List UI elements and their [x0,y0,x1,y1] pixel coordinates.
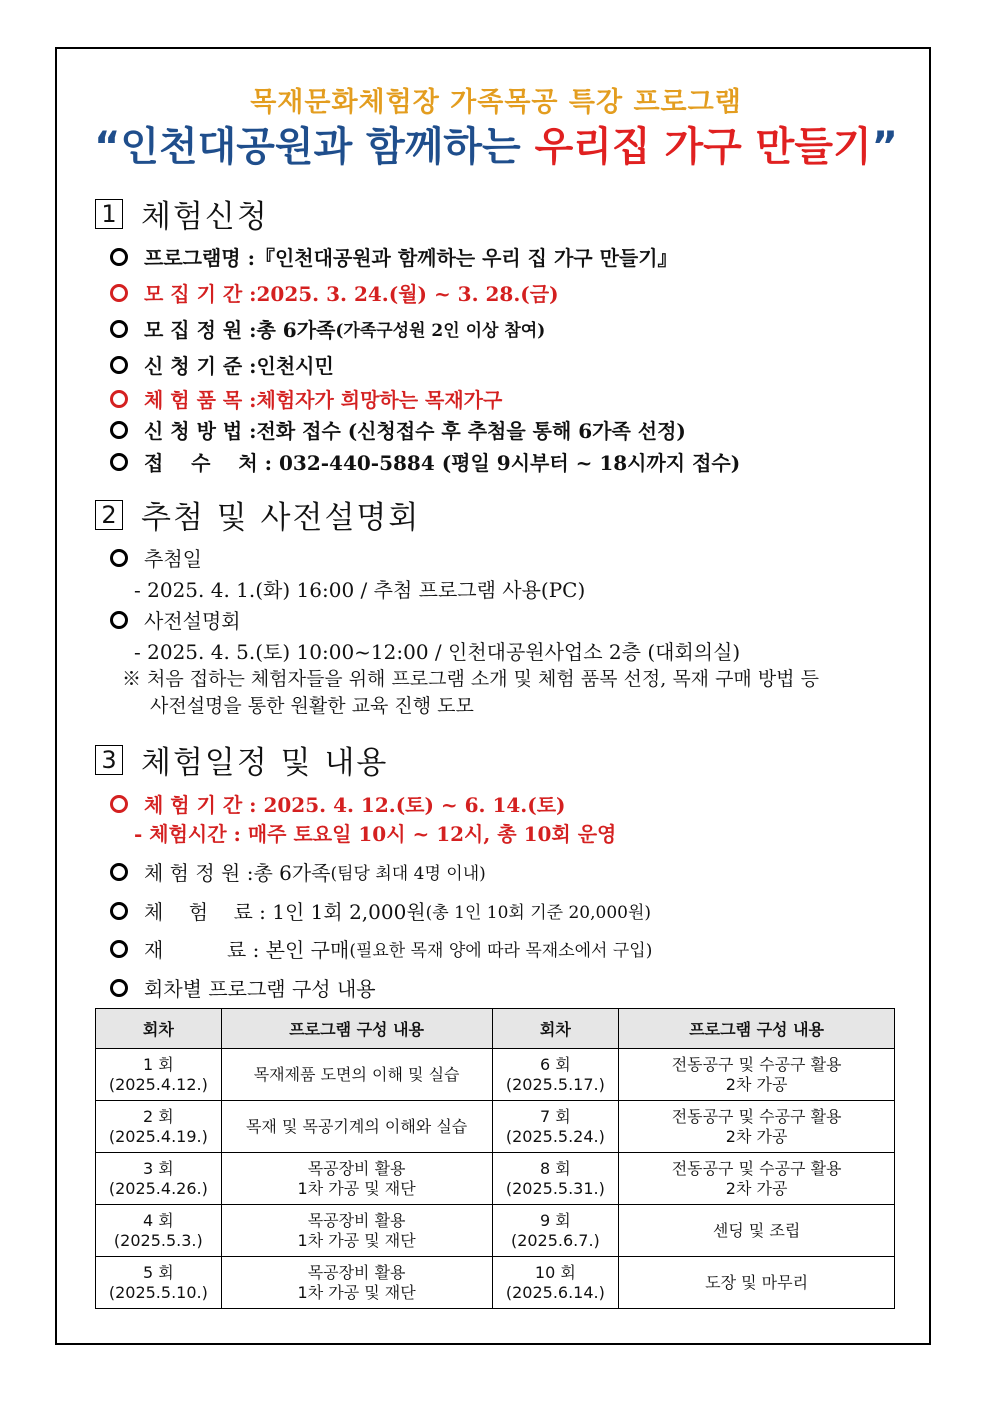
circle-bullet-icon [110,390,128,408]
line-label: 사전설명회 [144,609,241,633]
table-row [96,1257,895,1309]
line-label: 모 집 정 원 : [144,318,257,342]
circle-bullet-icon [110,979,128,997]
column-header: 프로그램 구성 내용 [221,1009,492,1049]
session-cell [96,1153,222,1205]
content-cell [619,1153,895,1205]
line-value: 2025. 3. 24.(월) ~ 3. 28.(금) [256,282,559,306]
briefing-line [110,605,241,634]
circle-bullet-icon [110,611,128,629]
table-row [96,1205,895,1257]
item-line [110,384,502,413]
session-cell [96,1101,222,1153]
content-line: 목공장비 활용 [307,1210,406,1230]
table-header-row [96,1009,895,1049]
line-value: 032-440-5884 (평일 9시부터 ~ 18시까지 접수) [278,451,741,475]
circle-bullet-icon [110,248,128,266]
line-label: 신 청 방 법 : [144,419,257,443]
main-title [0,115,992,172]
line-value: 전화 접수 (신청접수 후 추첨을 통해 6가족 선정) [256,419,686,443]
content-cell [221,1101,492,1153]
content-cell [619,1049,895,1101]
session-cell [96,1257,222,1309]
section-title: 체험신청 [141,199,269,235]
session-cell [492,1101,619,1153]
content-line: 2차 가공 [725,1178,788,1198]
contact-line [110,447,740,476]
session-cell [492,1257,619,1309]
circle-bullet-icon [110,421,128,439]
circle-bullet-icon [110,356,128,374]
line-extra: (필요한 목재 양에 따라 목재소에서 구입) [349,941,653,961]
line-value: 체 험 기 간 : 2025. 4. 12.(토) ~ 6. 14.(토) [144,793,566,817]
column-header: 프로그램 구성 내용 [619,1009,895,1049]
content-line: 전동공구 및 수공구 활용 [671,1158,842,1178]
line-label: 추첨일 [144,547,202,571]
content-line: 2차 가공 [725,1126,788,1146]
circle-bullet-icon [110,902,128,920]
content-cell [221,1257,492,1309]
section-title: 추첨 및 사전설명회 [141,500,421,536]
session-cell [492,1205,619,1257]
line-value: 총 6가족 [253,861,331,885]
schedule-table [95,1008,895,1309]
draw-date-detail: - 2025. 4. 1.(화) 16:00 / 추첨 프로그램 사용(PC) [134,578,586,602]
main-title-open: “인천대공원과 함께하는 [94,124,535,170]
content-line: 목재 및 목공기계의 이해와 실습 [245,1116,468,1136]
session-number: 1 회 [142,1054,174,1074]
line-label: 접 수 처 : [144,451,279,475]
line-label: 체 험 정 원 : [144,861,254,885]
line-value: 총 6가족 [256,318,336,342]
program-heading-line [110,973,376,1002]
circle-bullet-icon [110,453,128,471]
table-row [96,1049,895,1101]
content-line: 1차 가공 및 재단 [297,1282,416,1302]
line-label: 재 료 : [144,938,266,962]
content-cell [221,1205,492,1257]
line-label: 체 험 료 : [144,900,273,924]
line-extra: (팀당 최대 4명 이내) [330,864,486,884]
circle-bullet-icon [110,320,128,338]
material-line [110,934,652,963]
circle-bullet-icon [110,863,128,881]
session-number: 10 회 [534,1262,576,1282]
briefing-detail: - 2025. 4. 5.(토) 10:00~12:00 / 인천대공원사업소 2층 (대회의실) [134,640,741,664]
draw-date-line [110,543,202,572]
content-line: 도장 및 마무리 [705,1272,809,1292]
line-extra: (가족구성원 2인 이상 참여) [335,321,546,341]
content-line: 센딩 및 조립 [712,1220,801,1240]
content-line: 2차 가공 [725,1074,788,1094]
experience-capacity-line [110,857,486,886]
session-date: (2025.4.26.) [108,1178,208,1198]
experience-period-line [110,789,566,818]
experience-time-line: - 체험시간 : 매주 토요일 10시 ~ 12시, 총 10회 운영 [134,822,617,846]
apply-method-line [110,415,686,444]
session-number: 3 회 [142,1158,174,1178]
circle-bullet-icon [110,795,128,813]
column-header: 회차 [492,1009,619,1049]
circle-bullet-icon [110,940,128,958]
line-extra: (총 1인 10회 기준 20,000원) [425,903,652,923]
main-title-close: ” [871,124,898,170]
session-date: (2025.4.19.) [108,1126,208,1146]
line-label: 모 집 기 간 : [144,282,257,306]
column-header: 회차 [96,1009,222,1049]
content-cell [619,1205,895,1257]
note-line-1: ※ 처음 접하는 체험자들을 위해 프로그램 소개 및 체험 품목 선정, 목재 구매 방법 등 [122,668,819,690]
section-3-heading [95,737,388,782]
session-cell [492,1153,619,1205]
line-value: 1인 1회 2,000원 [272,900,426,924]
session-date: (2025.5.24.) [505,1126,605,1146]
recruit-period-line [110,278,559,307]
line-value: 인천시민 [256,354,334,378]
content-cell [221,1049,492,1101]
content-line: 1차 가공 및 재단 [297,1230,416,1250]
section-number: 2 [95,500,123,530]
main-title-highlight: 우리집 가구 만들기 [534,124,872,170]
content-cell [221,1153,492,1205]
line-value: 체험자가 희망하는 목재가구 [256,388,503,412]
session-number: 8 회 [540,1158,571,1178]
session-number: 4 회 [142,1210,174,1230]
session-number: 2 회 [142,1106,174,1126]
session-date: (2025.6.14.) [505,1282,605,1302]
session-date: (2025.4.12.) [108,1074,208,1094]
circle-bullet-icon [110,284,128,302]
fee-line [110,896,651,925]
subtitle: 목재문화체험장 가족목공 특강 프로그램 [250,87,742,118]
table-row [96,1101,895,1153]
session-number: 5 회 [142,1262,174,1282]
session-date: (2025.5.17.) [505,1074,605,1094]
section-number: 3 [95,745,123,775]
section-1-heading [95,191,269,236]
content-line: 목재제품 도면의 이해 및 실습 [253,1064,460,1084]
section-2-heading [95,492,420,537]
session-number: 7 회 [540,1106,571,1126]
content-cell [619,1101,895,1153]
circle-bullet-icon [110,549,128,567]
section-number: 1 [95,199,123,229]
session-date: (2025.5.31.) [505,1178,605,1198]
line-label: 신 청 기 준 : [144,354,257,378]
program-name-line [110,242,678,271]
content-line: 1차 가공 및 재단 [297,1178,416,1198]
session-number: 9 회 [540,1210,571,1230]
session-date: (2025.5.10.) [108,1282,208,1302]
session-date: (2025.6.7.) [510,1230,600,1250]
content-line: 목공장비 활용 [307,1262,406,1282]
note-line-2: 사전설명을 통한 원활한 교육 진행 도모 [150,695,474,717]
session-date: (2025.5.3.) [113,1230,203,1250]
line-label: 회차별 프로그램 구성 내용 [144,977,376,1001]
session-cell [96,1205,222,1257]
session-cell [96,1049,222,1101]
content-cell [619,1257,895,1309]
line-value: 『인천대공원과 함께하는 우리 집 가구 만들기』 [254,246,678,270]
eligibility-line [110,350,334,379]
line-value: 본인 구매 [265,938,350,962]
section-title: 체험일정 및 내용 [141,745,389,781]
session-number: 6 회 [540,1054,571,1074]
table-row [96,1153,895,1205]
content-line: 목공장비 활용 [307,1158,406,1178]
session-cell [492,1049,619,1101]
line-label: 프로그램명 : [144,246,255,270]
content-line: 전동공구 및 수공구 활용 [671,1054,842,1074]
line-label: 체 험 품 목 : [144,388,257,412]
content-line: 전동공구 및 수공구 활용 [671,1106,842,1126]
recruit-capacity-line [110,314,545,343]
